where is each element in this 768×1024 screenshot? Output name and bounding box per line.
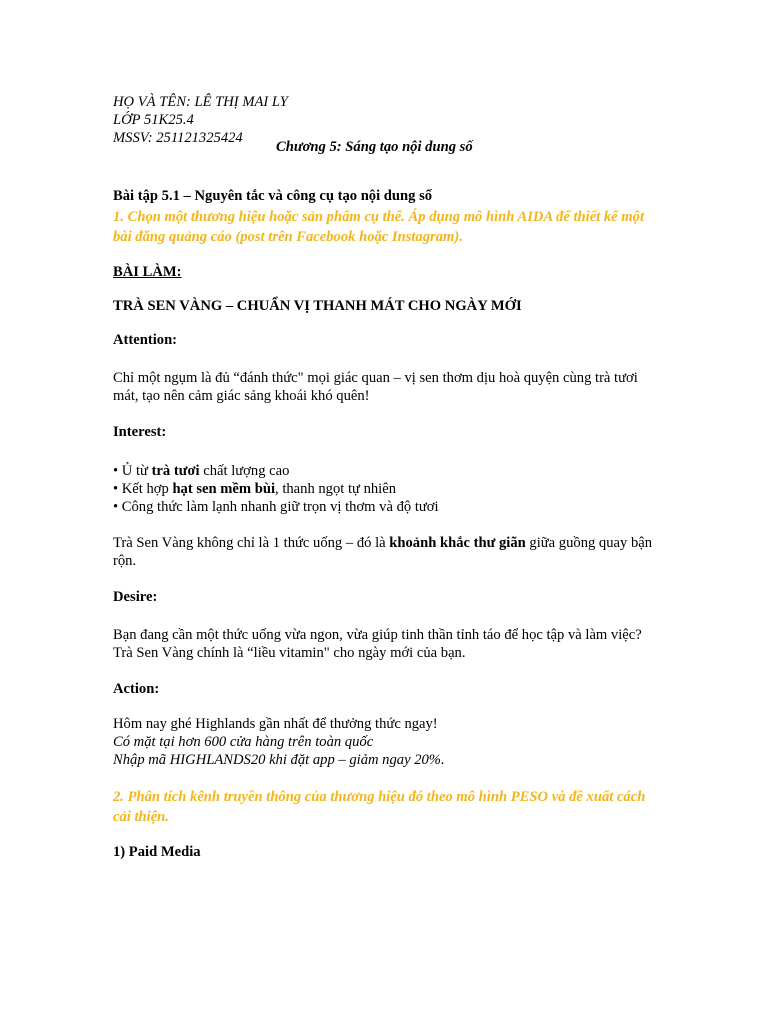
action-line-2: Có mặt tại hơn 600 cửa hàng trên toàn quốc <box>113 734 374 750</box>
interest-bullet-1: • Ủ từ trà tươi chất lượng cao <box>113 463 290 479</box>
desire-label: Desire: <box>113 589 158 605</box>
student-id: MSSV: 251121325424 <box>113 130 243 146</box>
interest-paragraph: Trà Sen Vàng không chỉ là 1 thức uống – đó là khoảnh khắc thư giãn giữa guồng quay bận rộn. <box>113 535 653 569</box>
desire-text-2: Trà Sen Vàng chính là “liều vitamin" cho ngày mới của bạn. <box>113 645 466 661</box>
student-class: LỚP 51K25.4 <box>113 112 194 128</box>
document-page <box>113 93 658 861</box>
desire-text-1: Bạn đang cần một thức uống vừa ngon, vừa giúp tinh thần tỉnh táo để học tập và làm việc? <box>113 627 642 643</box>
ad-headline: TRÀ SEN VÀNG – CHUẨN VỊ THANH MÁT CHO NGÀY MỚI <box>113 298 522 314</box>
action-line-1: Hôm nay ghé Highlands gần nhất để thưởng thức ngay! <box>113 716 438 732</box>
interest-label: Interest: <box>113 424 167 440</box>
question-1: 1. Chọn một thương hiệu hoặc sản phẩm cụ thể. Áp dụng mô hình AIDA để thiết kế một bài đăng quảng cáo (post trên Facebook hoặc Instagram). <box>113 209 644 245</box>
action-line-3: Nhập mã HIGHLANDS20 khi đặt app – giảm ngay 20%. <box>113 752 445 768</box>
attention-text: Chỉ một ngụm là đủ “đánh thức" mọi giác quan – vị sen thơm dịu hoà quyện cùng trà tươi mát, tạo nên cảm giác sảng khoái khó quên! <box>113 370 638 404</box>
student-id-row <box>113 129 658 155</box>
exercise-title: Bài tập 5.1 – Nguyên tắc và công cụ tạo nội dung số <box>113 188 433 204</box>
action-label: Action: <box>113 681 160 697</box>
chapter-title: Chương 5: Sáng tạo nội dung số <box>276 139 473 155</box>
interest-bullet-2: • Kết hợp hạt sen mềm bùi, thanh ngọt tự nhiên <box>113 481 397 497</box>
answer-label: BÀI LÀM: <box>113 264 182 280</box>
student-name: HỌ VÀ TÊN: LÊ THỊ MAI LY <box>113 94 288 110</box>
question-2: 2. Phân tích kênh truyền thông của thương hiệu đó theo mô hình PESO và đề xuất cách cải thiện. <box>113 789 646 825</box>
attention-label: Attention: <box>113 332 178 348</box>
interest-bullet-3: • Công thức làm lạnh nhanh giữ trọn vị thơm và độ tươi <box>113 499 439 515</box>
paid-media-heading: 1) Paid Media <box>113 844 201 860</box>
